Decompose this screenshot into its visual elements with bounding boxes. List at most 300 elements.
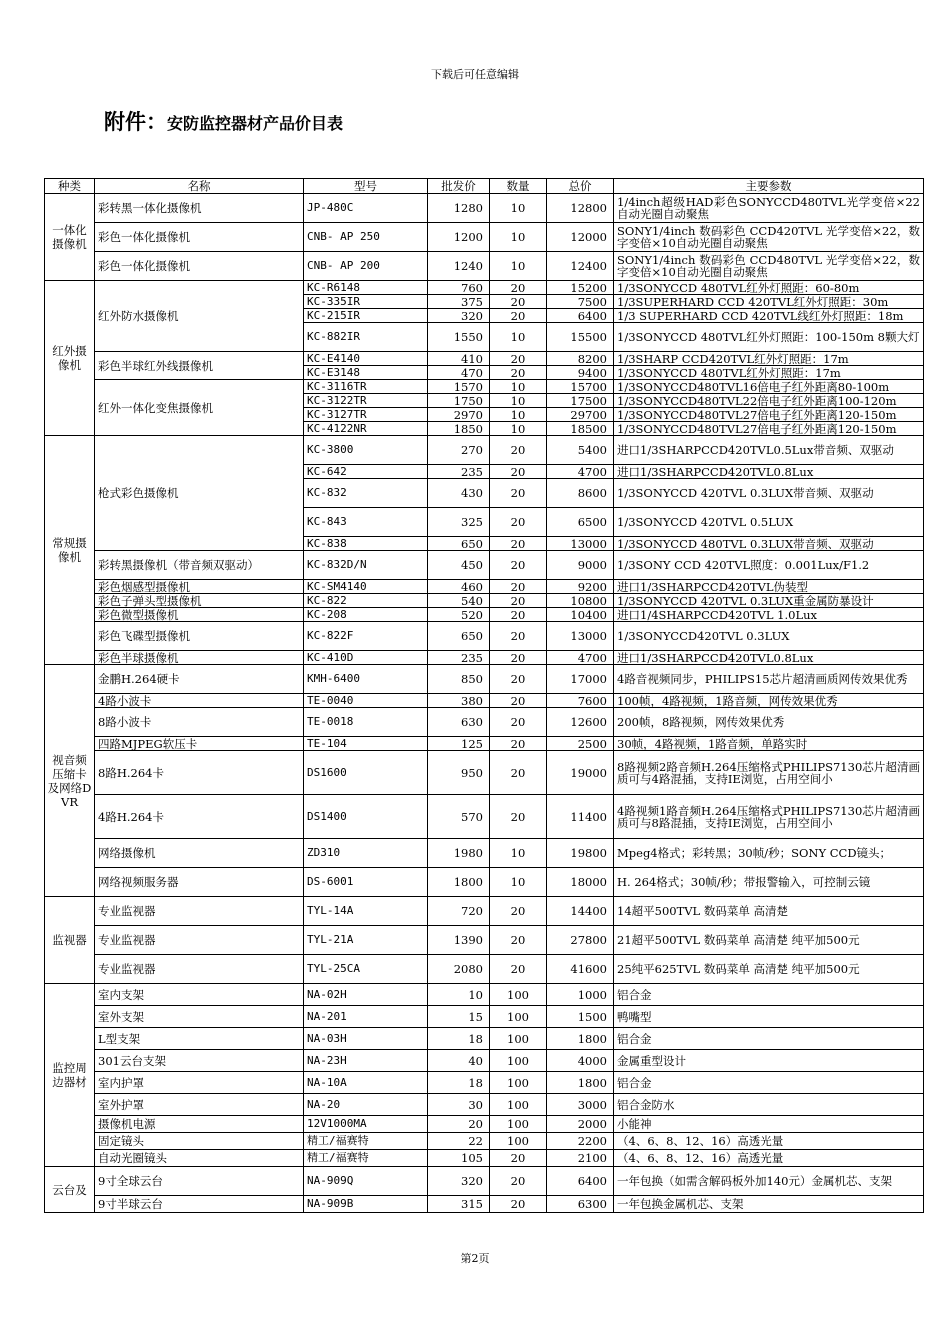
model-cell: NA-909Q <box>304 1167 428 1196</box>
qty-cell: 10 <box>490 223 547 252</box>
name-cell: L型支架 <box>95 1028 304 1050</box>
params-cell: 进口1/3SHARPCCD420TVL伪装型 <box>614 580 924 594</box>
total-cell: 1500 <box>547 1006 614 1028</box>
params-cell: 1/3SONYCCD 420TVL 0.3LUX重金属防暴设计 <box>614 594 924 608</box>
params-cell: 金属重型设计 <box>614 1050 924 1072</box>
table-row <box>45 594 924 608</box>
name-cell: 4路小波卡 <box>95 694 304 708</box>
qty-cell: 20 <box>490 508 547 537</box>
price-cell: 320 <box>428 309 490 323</box>
table-row <box>45 1196 924 1213</box>
qty-cell: 100 <box>490 1072 547 1094</box>
table-row <box>45 1028 924 1050</box>
total-cell: 18000 <box>547 868 614 897</box>
qty-cell: 20 <box>490 479 547 508</box>
table-row <box>45 868 924 897</box>
name-cell: 室内支架 <box>95 984 304 1006</box>
qty-cell: 20 <box>490 926 547 955</box>
qty-cell: 20 <box>490 366 547 380</box>
price-cell: 235 <box>428 465 490 479</box>
qty-cell: 10 <box>490 323 547 352</box>
name-cell: 红外防水摄像机 <box>95 281 304 352</box>
total-cell: 15500 <box>547 323 614 352</box>
params-cell: Mpeg4格式；彩转黑；30帧/秒；SONY CCD镜头； <box>614 839 924 868</box>
model-cell: KC-642 <box>304 465 428 479</box>
total-cell: 9400 <box>547 366 614 380</box>
price-table <box>44 178 924 1213</box>
params-cell: 1/3SHARP CCD420TVL红外灯照距：17m <box>614 352 924 366</box>
qty-cell: 20 <box>490 897 547 926</box>
name-cell: 4路H.264卡 <box>95 795 304 839</box>
total-cell: 3000 <box>547 1094 614 1116</box>
price-cell: 30 <box>428 1094 490 1116</box>
name-cell: 彩色一体化摄像机 <box>95 223 304 252</box>
col-header-total: 总价 <box>547 179 614 194</box>
page-title <box>104 106 343 136</box>
total-cell: 6500 <box>547 508 614 537</box>
table-row <box>45 580 924 594</box>
title-prefix: 附件： <box>104 110 167 134</box>
params-cell: 进口1/4SHARPCCD420TVL 1.0Lux <box>614 608 924 622</box>
qty-cell: 20 <box>490 1196 547 1213</box>
total-cell: 2200 <box>547 1133 614 1150</box>
model-cell: KC-882IR <box>304 323 428 352</box>
model-cell: CNB- AP 200 <box>304 252 428 281</box>
price-cell: 270 <box>428 436 490 465</box>
model-cell: KC-822F <box>304 622 428 651</box>
qty-cell: 20 <box>490 651 547 665</box>
params-cell: 4路音视频同步，PHILIPS15芯片超清画质网传效果优秀 <box>614 665 924 694</box>
name-cell: 彩转黑摄像机（带音频双驱动） <box>95 551 304 580</box>
qty-cell: 20 <box>490 622 547 651</box>
price-cell: 460 <box>428 580 490 594</box>
table-row <box>45 1133 924 1150</box>
price-cell: 520 <box>428 608 490 622</box>
table-row <box>45 352 924 366</box>
table-row <box>45 608 924 622</box>
qty-cell: 20 <box>490 551 547 580</box>
price-cell: 315 <box>428 1196 490 1213</box>
total-cell: 17500 <box>547 394 614 408</box>
model-cell: NA-201 <box>304 1006 428 1028</box>
total-cell: 12800 <box>547 194 614 223</box>
price-cell: 20 <box>428 1116 490 1133</box>
price-cell: 1390 <box>428 926 490 955</box>
category-cell: 一体化摄像机 <box>45 194 95 281</box>
qty-cell: 20 <box>490 1150 547 1167</box>
model-cell: NA-02H <box>304 984 428 1006</box>
params-cell: 小能神 <box>614 1116 924 1133</box>
model-cell: NA-20 <box>304 1094 428 1116</box>
name-cell: 彩色一体化摄像机 <box>95 252 304 281</box>
price-cell: 450 <box>428 551 490 580</box>
params-cell: 1/3SONYCCD 420TVL 0.3LUX带音频、双驱动 <box>614 479 924 508</box>
qty-cell: 20 <box>490 694 547 708</box>
price-cell: 760 <box>428 281 490 295</box>
total-cell: 8600 <box>547 479 614 508</box>
params-cell: 1/3SONYCCD 480TVL 0.3LUX带音频、双驱动 <box>614 537 924 551</box>
model-cell: TE-0018 <box>304 708 428 737</box>
model-cell: KC-R6148 <box>304 281 428 295</box>
qty-cell: 20 <box>490 309 547 323</box>
table-row <box>45 436 924 465</box>
model-cell: 精工/福赛特 <box>304 1150 428 1167</box>
params-cell: 25纯平625TVL 数码菜单 高清楚 纯平加500元 <box>614 955 924 984</box>
table-row <box>45 1050 924 1072</box>
model-cell: KC-843 <box>304 508 428 537</box>
total-cell: 1000 <box>547 984 614 1006</box>
price-cell: 2080 <box>428 955 490 984</box>
table-row <box>45 1167 924 1196</box>
table-row <box>45 1150 924 1167</box>
qty-cell: 10 <box>490 380 547 394</box>
name-cell: 彩色半球红外线摄像机 <box>95 352 304 380</box>
model-cell: TYL-14A <box>304 897 428 926</box>
table-row <box>45 622 924 651</box>
price-cell: 15 <box>428 1006 490 1028</box>
table-row <box>45 984 924 1006</box>
category-cell: 视音频压缩卡及网络DVR <box>45 665 95 897</box>
qty-cell: 100 <box>490 1006 547 1028</box>
price-cell: 1550 <box>428 323 490 352</box>
qty-cell: 10 <box>490 194 547 223</box>
page-header: 下载后可任意编辑 <box>431 68 519 81</box>
price-cell: 18 <box>428 1028 490 1050</box>
col-header-params: 主要参数 <box>614 179 924 194</box>
qty-cell: 100 <box>490 1133 547 1150</box>
name-cell: 枪式彩色摄像机 <box>95 436 304 551</box>
table-header-row <box>45 179 924 194</box>
price-cell: 10 <box>428 984 490 1006</box>
model-cell: NA-23H <box>304 1050 428 1072</box>
qty-cell: 20 <box>490 295 547 309</box>
total-cell: 10400 <box>547 608 614 622</box>
price-cell: 650 <box>428 622 490 651</box>
name-cell: 室外护罩 <box>95 1094 304 1116</box>
price-cell: 1750 <box>428 394 490 408</box>
total-cell: 4700 <box>547 465 614 479</box>
total-cell: 1800 <box>547 1028 614 1050</box>
model-cell: KC-208 <box>304 608 428 622</box>
params-cell: （4、6、8、12、16）高透光量 <box>614 1150 924 1167</box>
params-cell: 进口1/3SHARPCCD420TVL0.8Lux <box>614 651 924 665</box>
total-cell: 41600 <box>547 955 614 984</box>
params-cell: 21超平500TVL 数码菜单 高清楚 纯平加500元 <box>614 926 924 955</box>
name-cell: 室内护罩 <box>95 1072 304 1094</box>
total-cell: 19000 <box>547 751 614 795</box>
model-cell: CNB- AP 250 <box>304 223 428 252</box>
params-cell: 铝合金防水 <box>614 1094 924 1116</box>
total-cell: 18500 <box>547 422 614 436</box>
model-cell: KC-3800 <box>304 436 428 465</box>
model-cell: KC-822 <box>304 594 428 608</box>
params-cell: 1/3SONYCCD420TVL 0.3LUX <box>614 622 924 651</box>
table-row <box>45 708 924 737</box>
model-cell: KMH-6400 <box>304 665 428 694</box>
col-header-price: 批发价 <box>428 179 490 194</box>
params-cell: 一年包换金属机芯、支架 <box>614 1196 924 1213</box>
qty-cell: 20 <box>490 1167 547 1196</box>
col-header-qty: 数量 <box>490 179 547 194</box>
total-cell: 12000 <box>547 223 614 252</box>
price-cell: 2970 <box>428 408 490 422</box>
total-cell: 15700 <box>547 380 614 394</box>
model-cell: DS1600 <box>304 751 428 795</box>
table-row <box>45 252 924 281</box>
model-cell: KC-4122NR <box>304 422 428 436</box>
params-cell: 铝合金 <box>614 984 924 1006</box>
name-cell: 四路MJPEG软压卡 <box>95 737 304 751</box>
qty-cell: 20 <box>490 665 547 694</box>
qty-cell: 20 <box>490 608 547 622</box>
qty-cell: 100 <box>490 984 547 1006</box>
table-row <box>45 223 924 252</box>
model-cell: DS1400 <box>304 795 428 839</box>
name-cell: 彩色半球摄像机 <box>95 651 304 665</box>
params-cell: SONY1/4inch 数码彩色 CCD480TVL 光学变倍×22，数字变倍×10自动光圈自动聚焦 <box>614 252 924 281</box>
model-cell: KC-335IR <box>304 295 428 309</box>
model-cell: TYL-25CA <box>304 955 428 984</box>
qty-cell: 20 <box>490 352 547 366</box>
model-cell: KC-410D <box>304 651 428 665</box>
price-cell: 950 <box>428 751 490 795</box>
qty-cell: 20 <box>490 594 547 608</box>
title-text: 安防监控器材产品价目表 <box>167 114 344 133</box>
price-cell: 40 <box>428 1050 490 1072</box>
params-cell: 1/4inch超级HAD彩色SONYCCD480TVL光学变倍×22自动光圈自动聚焦 <box>614 194 924 223</box>
model-cell: TE-104 <box>304 737 428 751</box>
params-cell: H. 264格式；30帧/秒；带报警输入，可控制云镜 <box>614 868 924 897</box>
table-row <box>45 926 924 955</box>
model-cell: JP-480C <box>304 194 428 223</box>
params-cell: 14超平500TVL 数码菜单 高清楚 <box>614 897 924 926</box>
qty-cell: 10 <box>490 408 547 422</box>
model-cell: TYL-21A <box>304 926 428 955</box>
model-cell: 12V1000MA <box>304 1116 428 1133</box>
price-cell: 105 <box>428 1150 490 1167</box>
table-row <box>45 897 924 926</box>
price-cell: 720 <box>428 897 490 926</box>
name-cell: 彩色烟感型摄像机 <box>95 580 304 594</box>
params-cell: 1/3 SUPERHARD CCD 420TVL线红外灯照距：18m <box>614 309 924 323</box>
price-cell: 18 <box>428 1072 490 1094</box>
price-cell: 380 <box>428 694 490 708</box>
col-header-name: 名称 <box>95 179 304 194</box>
name-cell: 9寸半球云台 <box>95 1196 304 1213</box>
total-cell: 2100 <box>547 1150 614 1167</box>
total-cell: 2500 <box>547 737 614 751</box>
qty-cell: 20 <box>490 281 547 295</box>
price-cell: 125 <box>428 737 490 751</box>
table-row <box>45 194 924 223</box>
params-cell: 1/3SONYCCD480TVL27倍电子红外距离120-150m <box>614 422 924 436</box>
table-row <box>45 1006 924 1028</box>
col-header-category: 种类 <box>45 179 95 194</box>
params-cell: 1/3SONYCCD480TVL16倍电子红外距离80-100m <box>614 380 924 394</box>
total-cell: 10800 <box>547 594 614 608</box>
name-cell: 彩转黑一体化摄像机 <box>95 194 304 223</box>
params-cell: 100帧，4路视频，1路音频，网传效果优秀 <box>614 694 924 708</box>
name-cell: 彩色飞碟型摄像机 <box>95 622 304 651</box>
params-cell: 1/3SONYCCD 480TVL红外灯照距：17m <box>614 366 924 380</box>
params-cell: 一年包换（如需含解码板外加140元）金属机芯、支架 <box>614 1167 924 1196</box>
name-cell: 网络摄像机 <box>95 839 304 868</box>
params-cell: 8路视频2路音频H.264压缩格式PHILIPS7130芯片超清画质可与4路混插，支持IE浏览，占用空间小 <box>614 751 924 795</box>
params-cell: SONY1/4inch 数码彩色 CCD420TVL 光学变倍×22，数字变倍×10自动光圈自动聚焦 <box>614 223 924 252</box>
price-cell: 22 <box>428 1133 490 1150</box>
name-cell: 彩色微型摄像机 <box>95 608 304 622</box>
params-cell: 进口1/3SHARPCCD420TVL0.5Lux带音频、双驱动 <box>614 436 924 465</box>
category-cell: 红外摄像机 <box>45 281 95 436</box>
qty-cell: 20 <box>490 737 547 751</box>
price-cell: 850 <box>428 665 490 694</box>
table-row <box>45 795 924 839</box>
price-cell: 375 <box>428 295 490 309</box>
model-cell: KC-E3148 <box>304 366 428 380</box>
name-cell: 金鹏H.264硬卡 <box>95 665 304 694</box>
table-row <box>45 1094 924 1116</box>
params-cell: 铝合金 <box>614 1072 924 1094</box>
params-cell: 1/3SONY CCD 420TVL照度：0.001Lux/F1.2 <box>614 551 924 580</box>
price-cell: 410 <box>428 352 490 366</box>
table-row <box>45 737 924 751</box>
params-cell: 1/3SONYCCD 480TVL红外灯照距：60-80m <box>614 281 924 295</box>
price-cell: 650 <box>428 537 490 551</box>
total-cell: 6300 <box>547 1196 614 1213</box>
page-number: 第2页 <box>460 1252 490 1265</box>
price-cell: 1980 <box>428 839 490 868</box>
name-cell: 自动光圈镜头 <box>95 1150 304 1167</box>
total-cell: 1800 <box>547 1072 614 1094</box>
model-cell: KC-3122TR <box>304 394 428 408</box>
qty-cell: 20 <box>490 580 547 594</box>
model-cell: KC-3116TR <box>304 380 428 394</box>
model-cell: TE-0040 <box>304 694 428 708</box>
name-cell: 红外一体化变焦摄像机 <box>95 380 304 436</box>
name-cell: 专业监视器 <box>95 926 304 955</box>
qty-cell: 100 <box>490 1116 547 1133</box>
table-row <box>45 380 924 394</box>
qty-cell: 10 <box>490 252 547 281</box>
table-row <box>45 1116 924 1133</box>
qty-cell: 100 <box>490 1094 547 1116</box>
price-cell: 540 <box>428 594 490 608</box>
name-cell: 301云台支架 <box>95 1050 304 1072</box>
qty-cell: 20 <box>490 955 547 984</box>
name-cell: 8路H.264卡 <box>95 751 304 795</box>
params-cell: 1/3SONYCCD480TVL27倍电子红外距离120-150m <box>614 408 924 422</box>
model-cell: KC-SM4140 <box>304 580 428 594</box>
qty-cell: 10 <box>490 422 547 436</box>
total-cell: 6400 <box>547 309 614 323</box>
model-cell: KC-832 <box>304 479 428 508</box>
total-cell: 19800 <box>547 839 614 868</box>
qty-cell: 20 <box>490 465 547 479</box>
price-cell: 235 <box>428 651 490 665</box>
table-row <box>45 651 924 665</box>
price-cell: 430 <box>428 479 490 508</box>
model-cell: 精工/福赛特 <box>304 1133 428 1150</box>
total-cell: 8200 <box>547 352 614 366</box>
col-header-model: 型号 <box>304 179 428 194</box>
table-row <box>45 1072 924 1094</box>
total-cell: 7500 <box>547 295 614 309</box>
model-cell: NA-03H <box>304 1028 428 1050</box>
table-row <box>45 694 924 708</box>
params-cell: 1/3SONYCCD 420TVL 0.5LUX <box>614 508 924 537</box>
total-cell: 4000 <box>547 1050 614 1072</box>
price-cell: 1850 <box>428 422 490 436</box>
total-cell: 12400 <box>547 252 614 281</box>
params-cell: （4、6、8、12、16）高透光量 <box>614 1133 924 1150</box>
params-cell: 进口1/3SHARPCCD420TVL0.8Lux <box>614 465 924 479</box>
table-row <box>45 551 924 580</box>
name-cell: 9寸全球云台 <box>95 1167 304 1196</box>
name-cell: 室外支架 <box>95 1006 304 1028</box>
model-cell: KC-215IR <box>304 309 428 323</box>
category-cell: 监视器 <box>45 897 95 984</box>
total-cell: 13000 <box>547 622 614 651</box>
name-cell: 专业监视器 <box>95 955 304 984</box>
params-cell: 4路视频1路音频H.264压缩格式PHILIPS7130芯片超清画质可与8路混插，支持IE浏览，占用空间小 <box>614 795 924 839</box>
name-cell: 彩色子弹头型摄像机 <box>95 594 304 608</box>
qty-cell: 20 <box>490 436 547 465</box>
table-body <box>45 194 924 1213</box>
price-cell: 630 <box>428 708 490 737</box>
name-cell: 摄像机电源 <box>95 1116 304 1133</box>
name-cell: 网络视频服务器 <box>95 868 304 897</box>
total-cell: 4700 <box>547 651 614 665</box>
params-cell: 1/3SONYCCD 480TVL红外灯照距：100-150m 8颗大灯 <box>614 323 924 352</box>
price-cell: 325 <box>428 508 490 537</box>
price-cell: 470 <box>428 366 490 380</box>
params-cell: 鸭嘴型 <box>614 1006 924 1028</box>
params-cell: 1/3SUPERHARD CCD 420TVL红外灯照距：30m <box>614 295 924 309</box>
qty-cell: 100 <box>490 1050 547 1072</box>
total-cell: 11400 <box>547 795 614 839</box>
table-row <box>45 281 924 295</box>
price-cell: 570 <box>428 795 490 839</box>
model-cell: NA-10A <box>304 1072 428 1094</box>
qty-cell: 20 <box>490 751 547 795</box>
price-cell: 1240 <box>428 252 490 281</box>
table-row <box>45 839 924 868</box>
total-cell: 9000 <box>547 551 614 580</box>
model-cell: DS-6001 <box>304 868 428 897</box>
total-cell: 12600 <box>547 708 614 737</box>
name-cell: 8路小波卡 <box>95 708 304 737</box>
price-cell: 1280 <box>428 194 490 223</box>
total-cell: 13000 <box>547 537 614 551</box>
total-cell: 2000 <box>547 1116 614 1133</box>
qty-cell: 20 <box>490 537 547 551</box>
params-cell: 30帧，4路视频，1路音频，单路实时 <box>614 737 924 751</box>
name-cell: 专业监视器 <box>95 897 304 926</box>
qty-cell: 100 <box>490 1028 547 1050</box>
total-cell: 29700 <box>547 408 614 422</box>
total-cell: 17000 <box>547 665 614 694</box>
params-cell: 1/3SONYCCD480TVL22倍电子红外距离100-120m <box>614 394 924 408</box>
category-cell: 常规摄像机 <box>45 436 95 665</box>
qty-cell: 10 <box>490 839 547 868</box>
total-cell: 5400 <box>547 436 614 465</box>
params-cell: 200帧，8路视频，网传效果优秀 <box>614 708 924 737</box>
model-cell: KC-832D/N <box>304 551 428 580</box>
table-row <box>45 665 924 694</box>
table-row <box>45 751 924 795</box>
model-cell: KC-E4140 <box>304 352 428 366</box>
price-cell: 1570 <box>428 380 490 394</box>
